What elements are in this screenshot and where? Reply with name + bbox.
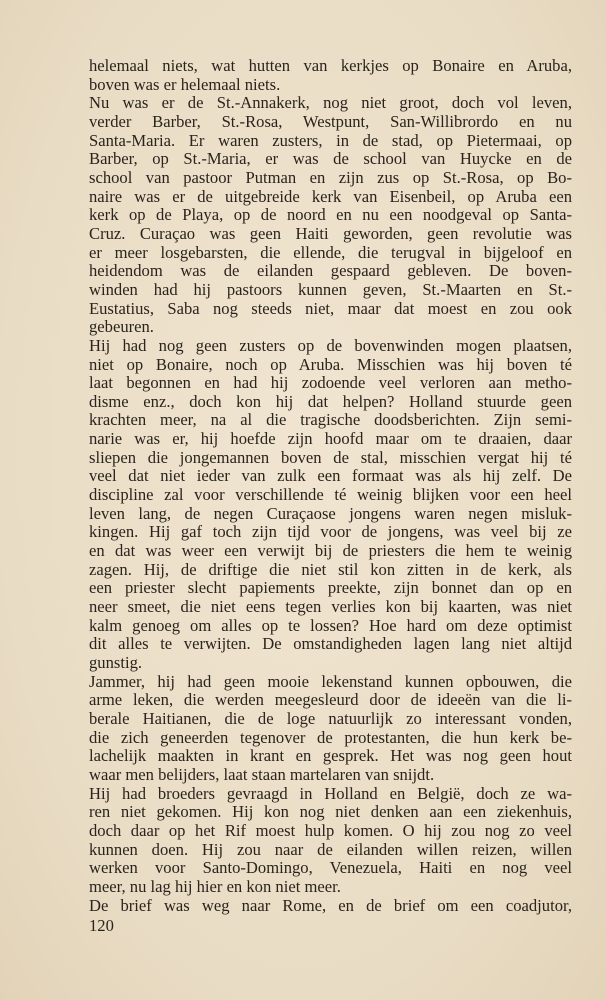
text-line: een priester slecht papiements preekte, zijn bonnet dan op en (89, 579, 572, 598)
text-line: werken voor Santo-Domingo, Venezuela, Haiti en nog veel (89, 859, 572, 878)
text-line: school van pastoor Putman en zijn zus op St.-Rosa, op Bo- (89, 168, 572, 187)
text-line: die zich geneerden tegenover de protestanten, die hun kerk be- (89, 728, 572, 747)
text-line: er meer losgebarsten, die ellende, die terugval in bijgeloof en (89, 243, 572, 262)
text-line: leven lang, de negen Curaçaose jongens waren negen misluk- (89, 504, 572, 523)
text-line: narie was er, hij hoefde zijn hoofd maar om te draaien, daar (89, 430, 572, 449)
text-line: gebeuren. (89, 318, 154, 337)
text-line: kalm genoeg om alles op te lossen? Hoe hard om deze optimist (89, 616, 572, 635)
text-line: Jammer, hij had geen mooie lekenstand kunnen opbouwen, die (89, 672, 572, 691)
text-line: winden had hij pastoors kunnen geven, St.-Maarten en St.- (89, 280, 572, 299)
text-line: verder Barber, St.-Rosa, Westpunt, San-Willibrordo en nu (89, 112, 572, 131)
text-line: niet op Bonaire, noch op Aruba. Misschien was hij boven té (89, 355, 572, 374)
text-line: berale Haitianen, die de loge natuurlijk zo interessant vonden, (89, 709, 572, 728)
text-line: Hij had nog geen zusters op de bovenwinden mogen plaatsen, (89, 336, 572, 355)
text-line: ren niet gekomen. Hij kon nog niet denken aan een ziekenhuis, (89, 803, 572, 822)
text-line: veel dat niet ieder van zulk een formaat was als hij zelf. De (89, 467, 572, 486)
text-line: De brief was weg naar Rome, en de brief om een coadjutor, (89, 896, 572, 915)
text-line: boven was er helemaal niets. (89, 75, 281, 94)
text-line: kerk op de Playa, op de noord en nu een noodgeval op Santa- (89, 206, 572, 225)
text-line: neer smeet, die niet eens tegen verlies kon bij kaarten, was niet (89, 598, 572, 617)
text-line: discipline zal voor verschillende té weinig blijken voor een heel (89, 486, 572, 505)
text-line: meer, nu lag hij hier en kon niet meer. (89, 877, 341, 896)
page-number: 120 (89, 916, 114, 935)
text-line: Santa-Maria. Er waren zusters, in de stad, op Pietermaai, op (89, 131, 572, 150)
text-line: Barber, op St.-Maria, er was de school van Huycke en de (89, 150, 572, 169)
text-line: Eustatius, Saba nog steeds niet, maar dat moest en zou ook (89, 299, 572, 318)
text-line: heidendom was de eilanden gespaard gebleven. De boven- (89, 262, 572, 281)
text-line: krachten meer, na al die tragische doodsberichten. Zijn semi- (89, 411, 572, 430)
text-line: helemaal niets, wat hutten van kerkjes op Bonaire en Aruba, (89, 57, 572, 75)
text-line: disme enz., doch kon hij dat helpen? Holland stuurde geen (89, 392, 572, 411)
text-line: gunstig. (89, 654, 143, 672)
text-line: kingen. Hij gaf toch zijn tijd voor de jongens, was veel bij ze (89, 523, 572, 542)
body-text (89, 57, 572, 915)
text-line: laat begonnen en had hij zodoende veel verloren aan metho- (89, 374, 572, 393)
text-line: sliepen die jongemannen boven de stal, misschien vergat hij té (89, 448, 572, 467)
text-line: naire was er de uitgebreide kerk van Eisenbeil, op Aruba een (89, 187, 572, 206)
text-line: zagen. Hij, de driftige die niet stil kon zitten in de kerk, als (89, 560, 572, 579)
text-line: arme leken, die werden meegesleurd door de ideeën van die li- (89, 691, 572, 710)
text-line: waar men belijders, laat staan martelaren van snijdt. (89, 765, 435, 784)
text-line: lachelijk maakten in krant en gesprek. Het was nog geen hout (89, 747, 572, 766)
text-line: doch daar op het Rif moest hulp komen. O hij zou nog zo veel (89, 821, 572, 840)
text-line: Nu was er de St.-Annakerk, nog niet groot, doch vol leven, (89, 94, 572, 113)
text-line: Cruz. Curaçao was geen Haiti geworden, geen revolutie was (89, 224, 572, 243)
text-line: Hij had broeders gevraagd in Holland en België, doch ze wa- (89, 784, 572, 803)
text-line: dit alles te verwijten. De omstandigheden lagen lang niet altijd (89, 635, 572, 654)
text-line: en dat was weer een verwijt bij de priesters die hem te weinig (89, 542, 572, 561)
text-line: kunnen doen. Hij zou naar de eilanden willen reizen, willen (89, 840, 572, 859)
